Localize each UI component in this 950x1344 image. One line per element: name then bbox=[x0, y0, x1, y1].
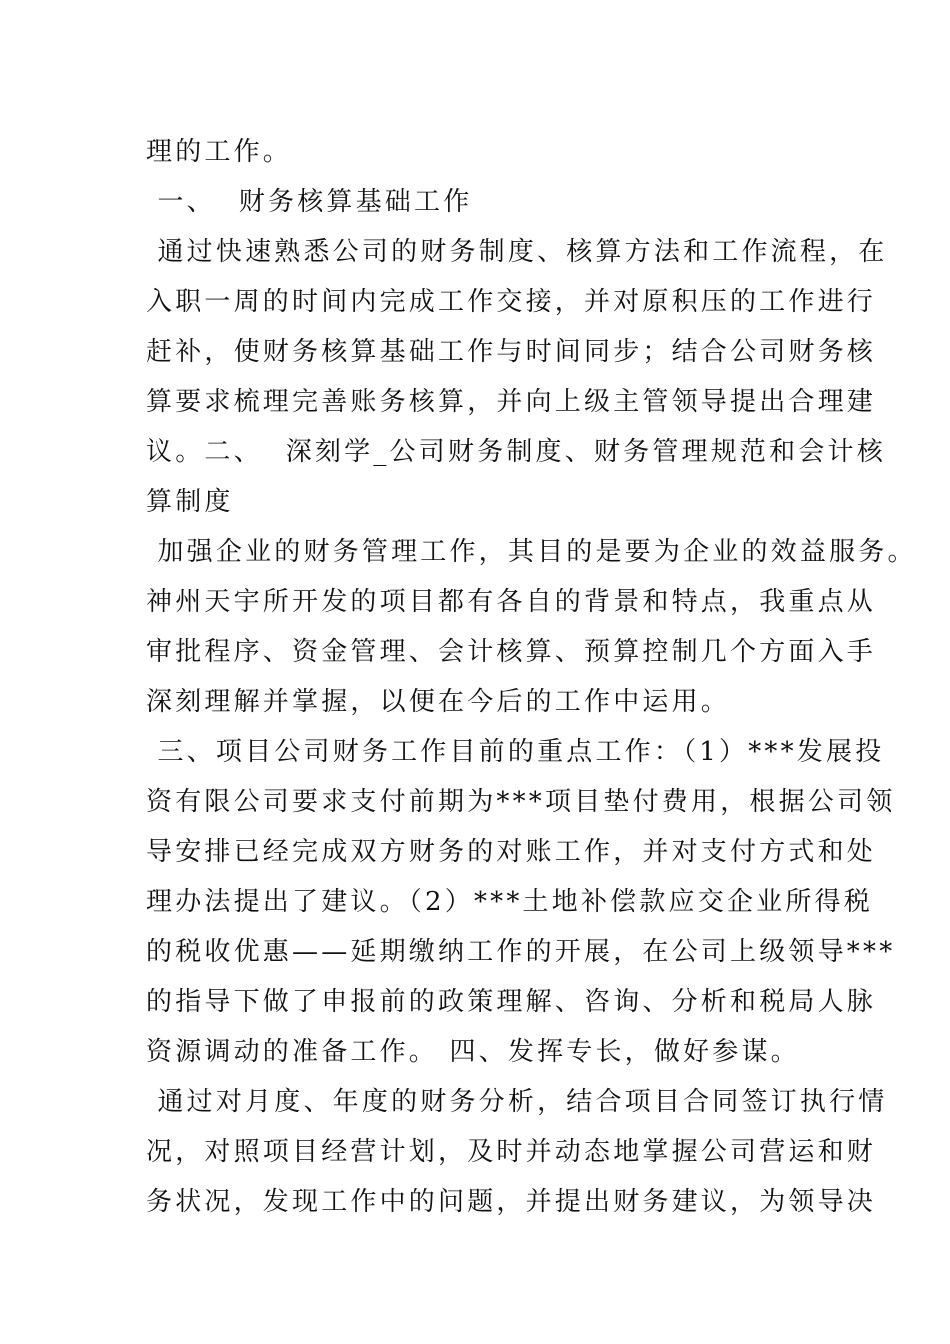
section-heading: 一、 财务核算基础工作 bbox=[146, 187, 473, 217]
text-line: 的税收优惠——延期缴纳工作的开展，在公司上级领导*** bbox=[146, 937, 896, 967]
text-line: 导安排已经完成双方财务的对账工作，并对支付方式和处 bbox=[146, 837, 877, 867]
text-line: 三、项目公司财务工作目前的重点工作：（1）***发展投 bbox=[146, 737, 885, 767]
text-line: 况，对照项目经营计划，及时并动态地掌握公司营运和财 bbox=[146, 1137, 877, 1167]
text-line: 资源调动的准备工作。 四、发挥专长，做好参谋。 bbox=[146, 1037, 800, 1067]
text-line: 入职一周的时间内完成工作交接，并对原积压的工作进行 bbox=[146, 287, 877, 317]
text-line: 加强企业的财务管理工作，其目的是要为企业的效益服务。 bbox=[146, 537, 917, 567]
text-line: 审批程序、资金管理、会计核算、预算控制几个方面入手 bbox=[146, 637, 877, 667]
text-line: 的指导下做了申报前的政策理解、咨询、分析和税局人脉 bbox=[146, 987, 877, 1017]
text-line: 深刻理解并掌握，以便在今后的工作中运用。 bbox=[146, 687, 731, 717]
text-line: 理的工作。 bbox=[146, 137, 293, 167]
text-line: 通过快速熟悉公司的财务制度、核算方法和工作流程，在 bbox=[146, 237, 888, 267]
text-line: 务状况，发现工作中的问题，并提出财务建议，为领导决 bbox=[146, 1187, 877, 1217]
text-line: 赶补，使财务核算基础工作与时间同步；结合公司财务核 bbox=[146, 337, 877, 367]
text-line: 算要求梳理完善账务核算，并向上级主管领导提出合理建 bbox=[146, 387, 877, 417]
text-line: 通过对月度、年度的财务分析，结合项目合同签订执行情 bbox=[146, 1087, 888, 1117]
text-line: 议。二、 深刻学_公司财务制度、财务管理规范和会计核 bbox=[146, 437, 886, 467]
text-line: 资有限公司要求支付前期为***项目垫付费用，根据公司领 bbox=[146, 787, 896, 817]
text-line: 算制度 bbox=[146, 487, 234, 517]
text-line: 神州天宇所开发的项目都有各自的背景和特点，我重点从 bbox=[146, 587, 877, 617]
text-line: 理办法提出了建议。（2）***土地补偿款应交企业所得税 bbox=[146, 887, 873, 917]
